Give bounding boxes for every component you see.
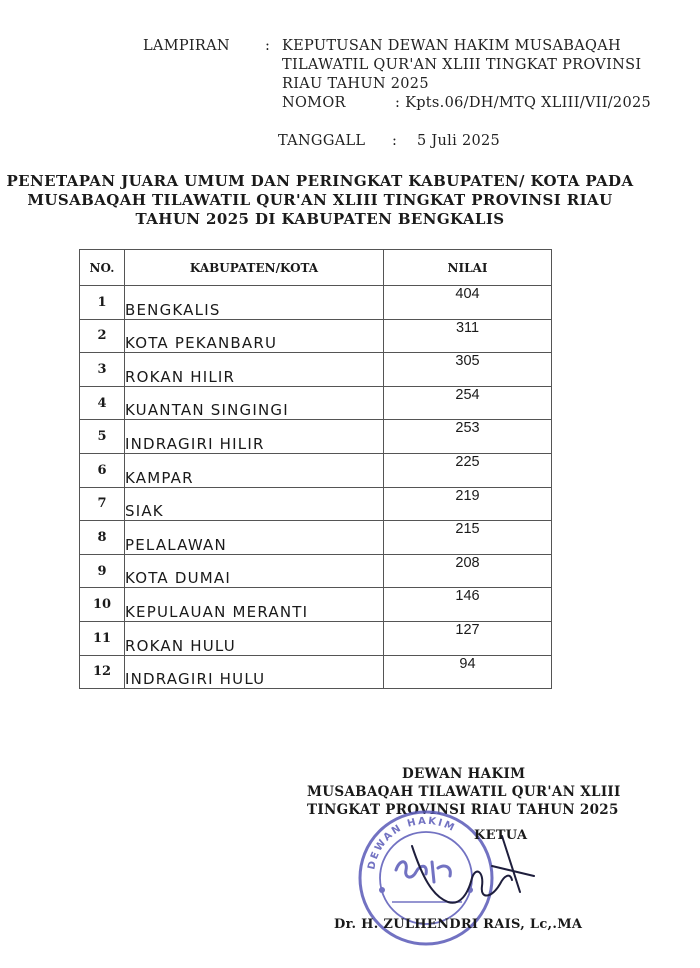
stamp-text: DEWAN HAKIM (366, 815, 458, 871)
title-line-1: PENETAPAN JUARA UMUM DAN PERINGKAT KABUPATEN/ KOTA PADA (6, 172, 634, 190)
row-no: 9 (80, 554, 125, 588)
tanggal-value: 5 Juli 2025 (417, 133, 501, 149)
row-name: INDRAGIRI HULU (125, 655, 384, 689)
row-no: 4 (80, 386, 125, 420)
row-no: 12 (80, 655, 125, 689)
table-row (80, 655, 552, 689)
signature-role: KETUA (474, 828, 528, 843)
row-no: 8 (80, 521, 125, 555)
row-score: 208 (384, 554, 552, 588)
header-no: NO. (80, 250, 125, 286)
keputusan-line-3: RIAU TAHUN 2025 (282, 76, 429, 92)
row-no: 7 (80, 487, 125, 521)
row-score: 127 (384, 621, 552, 655)
row-no: 2 (80, 319, 125, 353)
lampiran-colon: : (265, 38, 271, 54)
row-name: BENGKALIS (125, 286, 384, 320)
title-line-3: TAHUN 2025 DI KABUPATEN BENGKALIS (135, 210, 505, 228)
row-name: ROKAN HULU (125, 621, 384, 655)
nomor-value: : Kpts.06/DH/MTQ XLIII/VII/2025 (395, 95, 652, 111)
table-header-row (80, 250, 552, 286)
row-name: KUANTAN SINGINGI (125, 386, 384, 420)
table-row (80, 453, 552, 487)
table-row (80, 621, 552, 655)
row-score: 94 (384, 655, 552, 689)
row-score: 146 (384, 588, 552, 622)
table-row (80, 319, 552, 353)
signature-line-2: MUSABAQAH TILAWATIL QUR'AN XLIII (307, 784, 621, 800)
table-row (80, 286, 552, 320)
row-no: 6 (80, 453, 125, 487)
row-name: KEPULAUAN MERANTI (125, 588, 384, 622)
row-score: 254 (384, 386, 552, 420)
title-line-2: MUSABAQAH TILAWATIL QUR'AN XLIII TINGKAT PROVINSI RIAU (27, 191, 613, 209)
row-name: KAMPAR (125, 453, 384, 487)
lampiran-label: LAMPIRAN (143, 38, 230, 54)
row-no: 11 (80, 621, 125, 655)
row-no: 1 (80, 286, 125, 320)
table-row (80, 386, 552, 420)
row-score: 404 (384, 286, 552, 320)
signature-line-3: TINGKAT PROVINSI RIAU TAHUN 2025 (307, 802, 619, 818)
row-no: 10 (80, 588, 125, 622)
row-name: ROKAN HILIR (125, 353, 384, 387)
header-kabupaten-kota: KABUPATEN/KOTA (125, 250, 384, 286)
row-score: 215 (384, 521, 552, 555)
tanggal-colon: : (392, 133, 398, 149)
row-score: 253 (384, 420, 552, 454)
header-nilai: NILAI (384, 250, 552, 286)
row-score: 225 (384, 453, 552, 487)
row-name: INDRAGIRI HILIR (125, 420, 384, 454)
row-score: 311 (384, 319, 552, 353)
keputusan-line-2: TILAWATIL QUR'AN XLIII TINGKAT PROVINSI (282, 57, 642, 73)
row-no: 3 (80, 353, 125, 387)
tanggal-label: TANGGALL (278, 133, 366, 149)
row-no: 5 (80, 420, 125, 454)
row-score: 305 (384, 353, 552, 387)
table-row (80, 521, 552, 555)
row-name: KOTA DUMAI (125, 554, 384, 588)
ranking-table (79, 249, 552, 689)
table-row (80, 353, 552, 387)
row-name: SIAK (125, 487, 384, 521)
row-name: PELALAWAN (125, 521, 384, 555)
table-row (80, 487, 552, 521)
nomor-label: NOMOR (282, 95, 346, 111)
signatory-name: Dr. H. ZULHENDRI RAIS, Lc,.MA (334, 917, 583, 932)
table-row (80, 588, 552, 622)
row-name: KOTA PEKANBARU (125, 319, 384, 353)
table-row (80, 554, 552, 588)
table-row (80, 420, 552, 454)
row-score: 219 (384, 487, 552, 521)
keputusan-line-1: KEPUTUSAN DEWAN HAKIM MUSABAQAH (282, 38, 621, 54)
signature-line-1: DEWAN HAKIM (402, 766, 526, 782)
